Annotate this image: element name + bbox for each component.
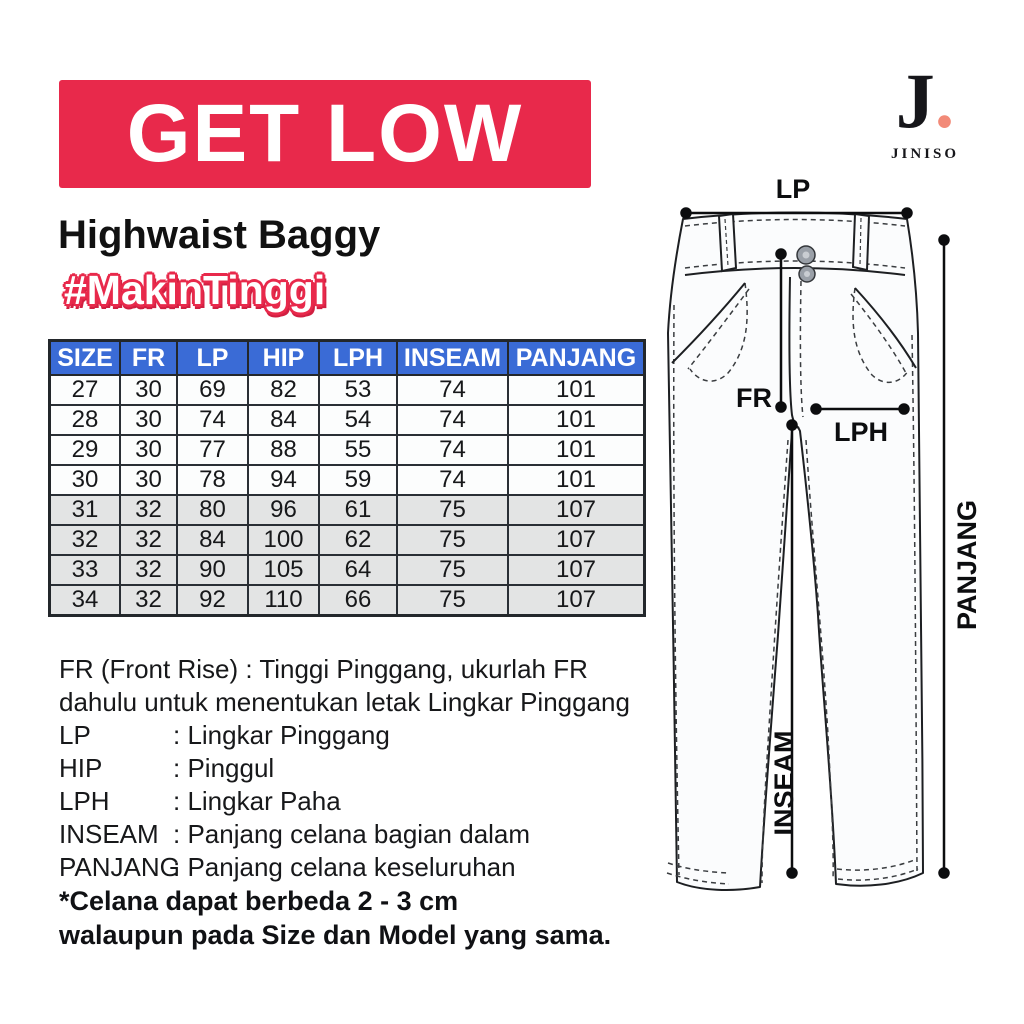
table-cell: 82 [248,375,319,405]
disclaimer-note [59,884,611,952]
table-cell: 107 [508,495,645,525]
table-cell: 84 [248,405,319,435]
table-cell: 32 [120,525,177,555]
table-cell: 69 [177,375,248,405]
title-text: GET LOW [126,88,524,179]
lph-dimension-label: LPH [834,417,888,447]
table-cell: 66 [319,585,397,616]
table-cell: 30 [120,435,177,465]
table-cell: 29 [50,435,121,465]
legend-definition: : Panjang celana keseluruhan [173,852,516,882]
table-cell: 30 [120,375,177,405]
table-cell: 74 [397,405,508,435]
legend-item [59,719,664,752]
brand-logo [880,57,970,163]
table-cell: 110 [248,585,319,616]
table-cell: 28 [50,405,121,435]
table-cell: 74 [397,435,508,465]
table-cell: 33 [50,555,121,585]
table-cell: 101 [508,435,645,465]
legend-definition: : Panjang celana bagian dalam [173,819,531,849]
table-cell: 75 [397,585,508,616]
pants-diagram [650,185,980,915]
hashtag-text: #MakinTinggi [64,267,326,313]
table-cell: 94 [248,465,319,495]
table-cell: 31 [50,495,121,525]
logo-monogram [880,57,970,144]
legend-fr-line1: FR (Front Rise) : Tinggi Pinggang, ukurlah FR [59,654,588,684]
panjang-measure-line [940,236,949,878]
column-header: SIZE [50,341,121,376]
fr-dimension-label: FR [736,383,772,413]
table-row [50,585,645,616]
lp-dimension-label: LP [775,174,811,204]
table-cell: 30 [120,405,177,435]
table-cell: 84 [177,525,248,555]
legend-definition: : Lingkar Paha [173,786,341,816]
table-cell: 88 [248,435,319,465]
table-cell: 32 [120,495,177,525]
legend-term: LPH [59,786,110,816]
legend-definition: : Pinggul [173,753,275,783]
logo-dot: . [934,57,955,144]
table-cell: 100 [248,525,319,555]
table-cell: 74 [397,465,508,495]
table-cell: 27 [50,375,121,405]
legend-term: INSEAM [59,819,159,849]
table-row [50,435,645,465]
table-cell: 30 [120,465,177,495]
table-cell: 61 [319,495,397,525]
table-cell: 107 [508,555,645,585]
table-cell: 34 [50,585,121,616]
table-cell: 105 [248,555,319,585]
table-cell: 74 [397,375,508,405]
table-cell: 64 [319,555,397,585]
brand-name: JINISO [890,146,960,162]
size-table-header-row [50,341,645,376]
column-header: PANJANG [508,341,645,376]
legend-term: PANJANG [59,852,180,882]
logo-initial: J [895,57,935,144]
table-cell: 53 [319,375,397,405]
legend-item [59,785,664,818]
legend-definition: : Lingkar Pinggang [173,720,390,750]
product-subtitle: Highwaist Baggy [58,213,381,257]
table-row [50,555,645,585]
table-cell: 77 [177,435,248,465]
legend-item [59,851,664,884]
table-cell: 107 [508,525,645,555]
table-cell: 90 [177,555,248,585]
table-cell: 80 [177,495,248,525]
table-cell: 30 [50,465,121,495]
inseam-dimension-label: INSEAM [769,730,799,836]
panjang-dimension-label: PANJANG [952,499,982,631]
table-row [50,525,645,555]
size-table-body [50,375,645,616]
table-cell: 75 [397,555,508,585]
column-header: FR [120,341,177,376]
table-cell: 32 [50,525,121,555]
table-cell: 75 [397,495,508,525]
legend-item [59,818,664,851]
table-cell: 96 [248,495,319,525]
legend-term: HIP [59,753,103,783]
table-row [50,465,645,495]
table-cell: 107 [508,585,645,616]
size-chart-table [48,339,646,617]
table-cell: 101 [508,405,645,435]
table-row [50,495,645,525]
legend-term: LP [59,720,91,750]
table-cell: 32 [120,555,177,585]
table-cell: 101 [508,375,645,405]
table-cell: 32 [120,585,177,616]
legend-fr-line2: dahulu untuk menentukan letak Lingkar Pinggang [59,687,630,717]
table-cell: 101 [508,465,645,495]
table-cell: 92 [177,585,248,616]
column-header: LPH [319,341,397,376]
table-row [50,375,645,405]
disclaimer-line1: *Celana dapat berbeda 2 - 3 cm [59,886,459,916]
table-cell: 55 [319,435,397,465]
table-cell: 54 [319,405,397,435]
table-row [50,405,645,435]
table-cell: 62 [319,525,397,555]
legend-items [59,719,664,884]
column-header: HIP [248,341,319,376]
disclaimer-line2: walaupun pada Size dan Model yang sama. [59,920,612,950]
table-cell: 59 [319,465,397,495]
title-banner [59,80,591,188]
table-cell: 74 [177,405,248,435]
pants-illustration [650,185,980,915]
measurement-legend [59,653,664,884]
column-header: LP [177,341,248,376]
column-header: INSEAM [397,341,508,376]
legend-item [59,752,664,785]
table-cell: 75 [397,525,508,555]
table-cell: 78 [177,465,248,495]
